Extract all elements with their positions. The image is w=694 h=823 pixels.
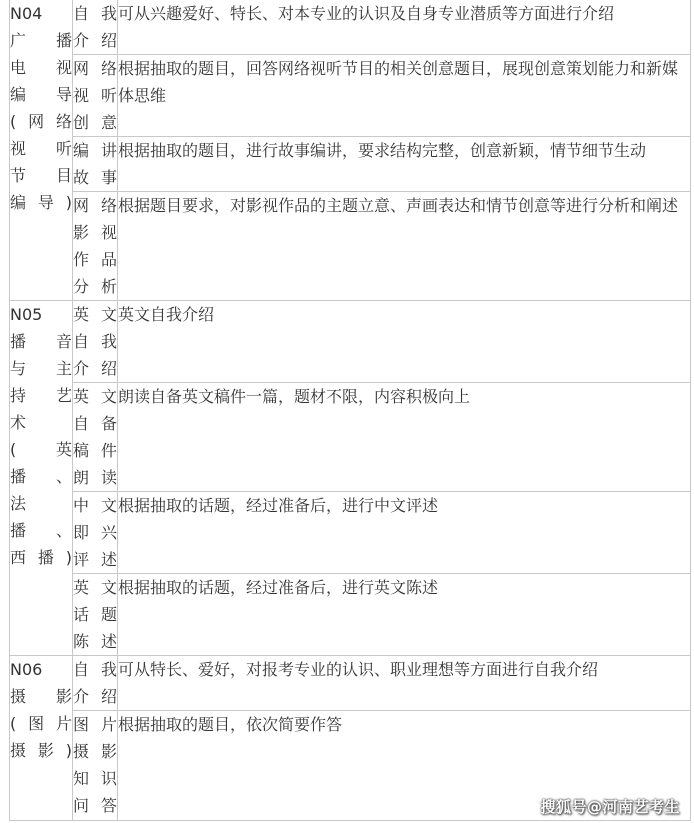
major-cell (10, 301, 73, 656)
exam-item-label: 英 文 话 题 陈述 (73, 578, 117, 651)
exam-item-cell (73, 711, 118, 821)
exam-description-cell (118, 301, 691, 383)
table-row (10, 137, 691, 192)
exam-item-cell (73, 492, 118, 574)
table-row (10, 383, 691, 492)
table-row (10, 0, 691, 55)
exam-item-label: 中 文 即 兴 评述 (73, 496, 117, 569)
exam-item-label: 图 片 摄 影 知 识 问答 (73, 715, 117, 815)
exam-item-label: 网 络 影 视 作 品 分析 (73, 196, 117, 296)
exam-description: 可从兴趣爱好、特长、对本专业的认识及自身专业潜质等方面进行介绍 (118, 4, 615, 23)
table-row (10, 192, 691, 301)
exam-description: 可从特长、爱好，对报考专业的认识、职业理想等方面进行自我介绍 (118, 660, 599, 679)
exam-description: 根据抽取的题目，进行故事编讲，要求结构完整，创意新颖，情节细节生动 (118, 141, 647, 160)
exam-requirements-table (9, 0, 691, 821)
table-row (10, 492, 691, 574)
exam-item-cell (73, 383, 118, 492)
major-label: N04 广 播 电 视 编导 (网络 视 听 节 目 编导) (10, 4, 72, 212)
exam-item-cell (73, 55, 118, 137)
exam-description-cell (118, 137, 691, 192)
exam-description-cell (118, 192, 691, 301)
exam-description: 朗读自备英文稿件一篇，题材不限，内容积极向上 (118, 387, 471, 406)
exam-description-cell (118, 383, 691, 492)
exam-item-cell (73, 192, 118, 301)
exam-description: 英文自我介绍 (118, 305, 215, 324)
table-row (10, 301, 691, 383)
major-label: N05 播 音 与 主 持 艺 术 ( 英 播 、 法 播 、 西播) (10, 305, 72, 567)
exam-item-label: 编 讲 故事 (73, 141, 117, 187)
exam-description: 根据题目要求，对影视作品的主题立意、声画表达和情节创意等进行分析和阐述 (118, 196, 679, 215)
exam-description: 根据抽取的题目，依次简要作答 (118, 715, 343, 734)
exam-description: 根据抽取的话题，经过准备后，进行英文陈述 (118, 578, 439, 597)
exam-description-cell (118, 574, 691, 656)
exam-item-label: 自 我 介绍 (73, 660, 117, 706)
exam-item-cell (73, 301, 118, 383)
watermark: 搜狐号@河南艺考生 (540, 798, 680, 816)
exam-item-cell (73, 574, 118, 656)
exam-item-label: 英 文 自 我 介绍 (73, 305, 117, 378)
table-row (10, 55, 691, 137)
table-row (10, 574, 691, 656)
exam-item-label: 网 络 视 听 创意 (73, 59, 117, 132)
exam-description-cell (118, 656, 691, 711)
exam-item-cell (73, 137, 118, 192)
major-cell (10, 0, 73, 301)
exam-description-cell (118, 492, 691, 574)
major-cell (10, 656, 73, 821)
exam-description-cell (118, 55, 691, 137)
exam-item-cell (73, 0, 118, 55)
exam-item-label: 英 文 自 备 稿 件 朗读 (73, 387, 117, 487)
table-row (10, 656, 691, 711)
exam-description: 根据抽取的题目，回答网络视听节目的相关创意题目，展现创意策划能力和新媒体思维 (118, 59, 679, 105)
major-label: N06 摄影 (图片 摄影) (10, 660, 72, 760)
exam-item-cell (73, 656, 118, 711)
exam-item-label: 自 我 介绍 (73, 4, 117, 50)
exam-description: 根据抽取的话题，经过准备后，进行中文评述 (118, 496, 439, 515)
exam-description-cell (118, 0, 691, 55)
